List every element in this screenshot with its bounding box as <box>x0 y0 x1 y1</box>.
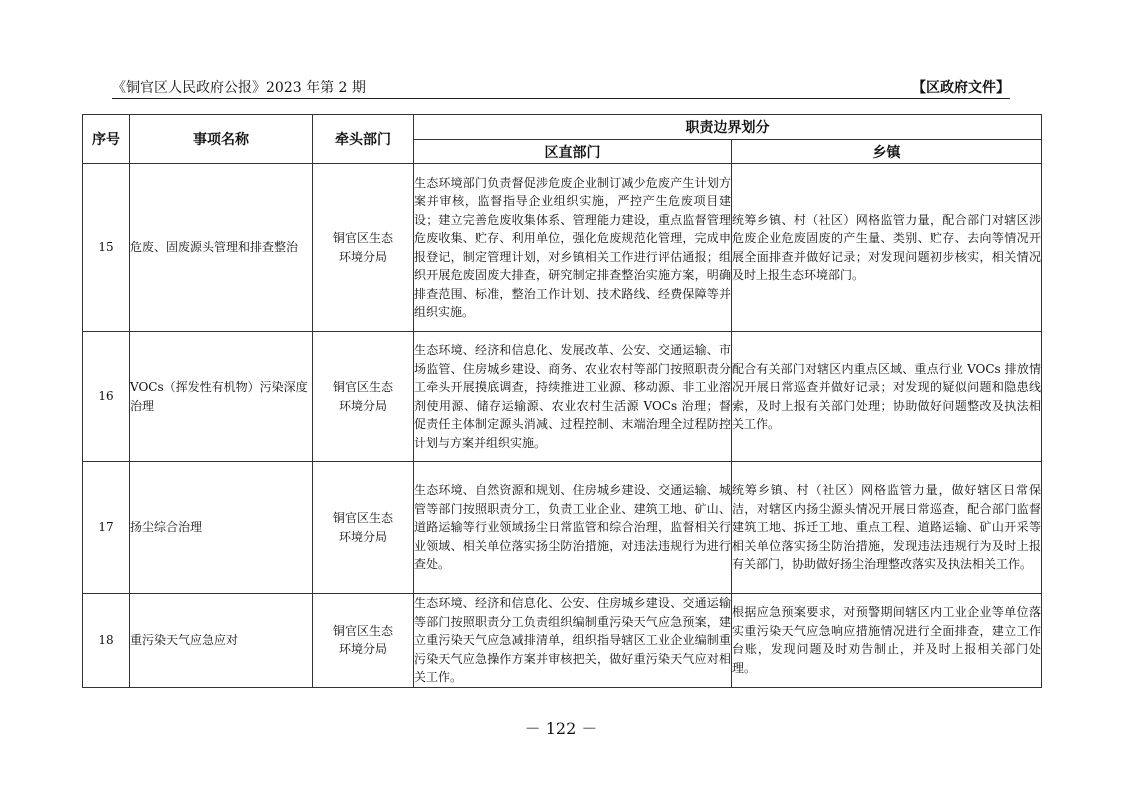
header-district-dept: 区直部门 <box>414 140 732 164</box>
row-district-duty: 生态环境、经济和信息化、发展改革、公安、交通运输、市场监管、住房城乡建设、商务、农业农村等部门按照职责分工牵头开展摸底调查，持续推进工业源、移动源、非工业溶剂使用源、储存运输源、农业农村生活源 VOCs 治理；督促责任主体制定源头消减、过程控制、末端治理全过程防控计划与方案并组织实施。 <box>414 332 732 462</box>
lead-line-1: 铜官区生态 <box>332 623 393 638</box>
header-row-top <box>83 115 1042 140</box>
table-row <box>83 164 1042 332</box>
row-town-duty: 根据应急预案要求，对预警期间辖区内工业企业等单位落实重污染天气应急响应措施情况进行全面排查，建立工作台账，发现问题及时劝告制止，并及时上报相关部门处理。 <box>732 594 1042 688</box>
row-index: 18 <box>83 594 130 688</box>
page-number: － 122 － <box>524 719 598 738</box>
header-division: 职责边界划分 <box>414 115 1042 140</box>
row-index: 15 <box>83 164 130 332</box>
row-lead-dept <box>313 164 414 332</box>
lead-line-2: 环境分局 <box>338 398 387 413</box>
header-rule <box>112 98 1010 99</box>
row-index: 17 <box>83 462 130 594</box>
row-item-name: VOCs（挥发性有机物）污染深度治理 <box>130 332 313 462</box>
row-town-duty: 统筹乡镇、村（社区）网格监管力量，做好辖区日常保洁，对辖区内扬尘源头情况开展日常巡查，配合部门监督建筑工地、拆迁工地、重点工程、道路运输、矿山开采等相关单位落实扬尘防治措施，发现违法违规行为及时上报有关部门，协助做好扬尘治理整改落实及执法相关工作。 <box>732 462 1042 594</box>
section-label: 【区政府文件】 <box>912 80 1010 96</box>
lead-line-2: 环境分局 <box>338 529 387 544</box>
row-town-duty: 统筹乡镇、村（社区）网格监管力量，配合部门对辖区涉危废企业危废固废的产生量、类别、贮存、去向等情况开展全面排查并做好记录；对发现问题初步核实，相关情况及时上报生态环境部门。 <box>732 164 1042 332</box>
lead-line-1: 铜官区生态 <box>332 511 393 525</box>
row-item-name: 危废、固废源头管理和排查整治 <box>130 164 313 332</box>
header-index: 序号 <box>83 115 130 164</box>
lead-line-2: 环境分局 <box>338 642 387 657</box>
row-index: 16 <box>83 332 130 462</box>
table-row <box>83 332 1042 462</box>
publication-title: 《铜官区人民政府公报》2023 年第 2 期 <box>112 80 366 96</box>
lead-line-1: 铜官区生态 <box>332 380 393 394</box>
row-item-name: 重污染天气应急应对 <box>130 594 313 688</box>
header-town: 乡镇 <box>732 140 1042 164</box>
row-lead-dept <box>313 594 414 688</box>
lead-line-2: 环境分局 <box>338 249 387 264</box>
responsibility-table <box>82 114 1042 688</box>
header-item-name: 事项名称 <box>130 115 313 164</box>
row-district-duty: 生态环境、自然资源和规划、住房城乡建设、交通运输、城管等部门按照职责分工，负责工业企业、建筑工地、矿山、道路运输等行业领域扬尘日常监管和综合治理，监督相关行业领域、相关单位落实扬尘防治措施，对违法违规行为进行查处。 <box>414 462 732 594</box>
header-lead-dept: 牵头部门 <box>313 115 414 164</box>
table-row <box>83 594 1042 688</box>
page-header <box>112 78 1010 98</box>
row-district-duty: 生态环境部门负责督促涉危废企业制订减少危废产生计划方案并审核，监督指导企业组织实施，严控产生危废项目建设；建立完善危废收集体系、管理能力建设，重点监督管理危废收集、贮存、利用单位，强化危废规范化管理，完成申报登记，制定管理计划，对乡镇相关工作进行评估通报；组织开展危废固废大排查，研究制定排查整治实施方案，明确排查范围、标准，整治工作计划、技术路线、经费保障等并组织实施。 <box>414 164 732 332</box>
row-district-duty: 生态环境、经济和信息化、公安、住房城乡建设、交通运输等部门按照职责分工负责组织编制重污染天气应急预案，建立重污染天气应急减排清单，组织指导辖区工业企业编制重污染天气应急操作方案并审核把关，做好重污染天气应对相关工作。 <box>414 594 732 688</box>
row-item-name: 扬尘综合治理 <box>130 462 313 594</box>
row-lead-dept <box>313 462 414 594</box>
lead-line-1: 铜官区生态 <box>332 231 393 245</box>
row-lead-dept <box>313 332 414 462</box>
row-town-duty: 配合有关部门对辖区内重点区域、重点行业 VOCs 排放情况开展日常巡查并做好记录；对发现的疑似问题和隐患线索，及时上报有关部门处理；协助做好问题整改及执法相关工作。 <box>732 332 1042 462</box>
table-row <box>83 462 1042 594</box>
